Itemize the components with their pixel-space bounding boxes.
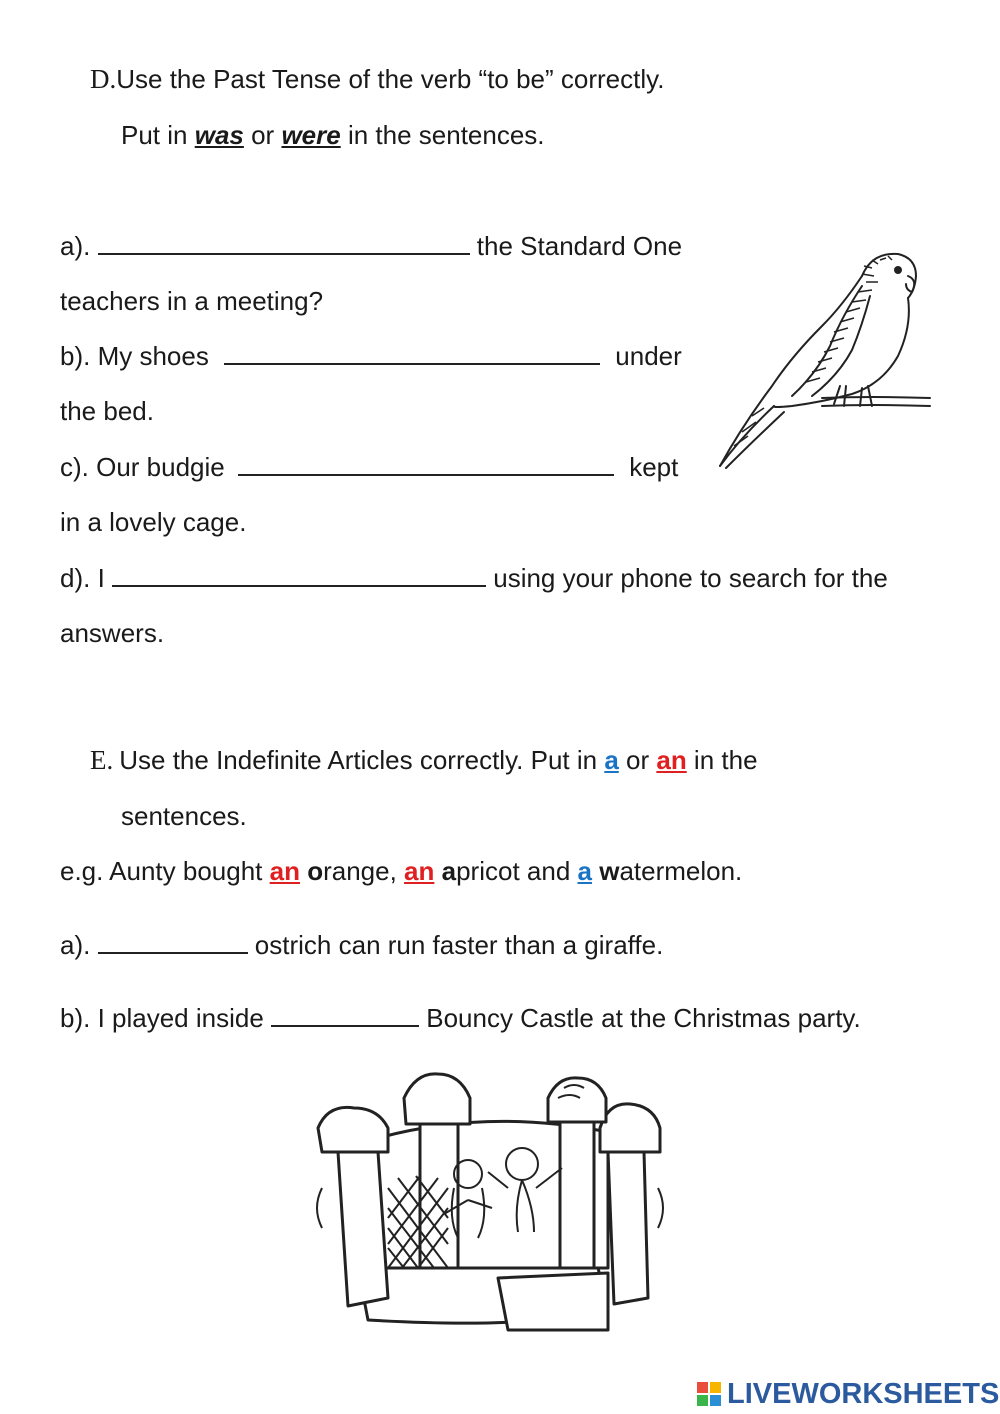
example-text: atermelon.: [619, 856, 743, 886]
instr-text: or: [243, 120, 282, 150]
item-label: d). I: [60, 563, 113, 593]
item-label: c). Our budgie: [60, 452, 232, 482]
answer-blank-d-a[interactable]: [98, 231, 470, 255]
example-article-an: an: [404, 856, 435, 886]
item-e-a: [60, 930, 663, 960]
item-d-a: [60, 231, 682, 261]
keyword-was: was: [194, 120, 244, 150]
title-text: Use the Indefinite Articles correctly. Put in: [119, 745, 605, 775]
example-article-an: an: [269, 856, 300, 886]
section-d-heading: [90, 64, 664, 94]
answer-blank-e-b[interactable]: [271, 1003, 419, 1027]
item-text: using your phone to search for the: [486, 563, 888, 593]
item-d-d: [60, 563, 888, 593]
item-e-b: [60, 1003, 861, 1033]
answer-blank-d-b[interactable]: [224, 341, 600, 365]
instr-text: Put in: [121, 120, 195, 150]
section-e-letter: E.: [90, 745, 114, 775]
item-label: b). My shoes: [60, 341, 217, 371]
section-d-title: Use the Past Tense of the verb “to be” correctly.: [116, 64, 665, 94]
item-label: a).: [60, 930, 98, 960]
example-letter: w: [599, 856, 620, 886]
answer-blank-d-d[interactable]: [112, 563, 486, 587]
keyword-were: were: [281, 120, 341, 150]
example-sentence: [60, 856, 742, 886]
example-letter: a: [441, 856, 457, 886]
bouncy-castle-illustration: [308, 1068, 676, 1340]
title-text: or: [618, 745, 657, 775]
section-d-instruction: [121, 120, 545, 150]
item-d-c-cont: in a lovely cage.: [60, 507, 247, 537]
item-text: the Standard One: [469, 231, 683, 261]
item-text: Bouncy Castle at the Christmas party.: [419, 1003, 861, 1033]
answer-blank-d-c[interactable]: [238, 452, 614, 476]
item-text: kept: [621, 452, 679, 482]
item-d-d-cont: answers.: [60, 618, 165, 648]
item-text: ostrich can run faster than a giraffe.: [247, 930, 664, 960]
item-d-c: [60, 452, 678, 482]
section-e-title-cont: sentences.: [121, 801, 247, 831]
item-label: a).: [60, 231, 98, 261]
item-text: under: [608, 341, 682, 371]
brand-name: LIVEWORKSHEETS: [727, 1377, 1000, 1410]
liveworksheets-logo-icon: [697, 1382, 721, 1406]
item-d-b: [60, 341, 682, 371]
title-text: in the: [686, 745, 758, 775]
item-label: b). I played inside: [60, 1003, 272, 1033]
instr-text: in the sentences.: [340, 120, 545, 150]
example-text: range,: [323, 856, 405, 886]
keyword-an: an: [656, 745, 687, 775]
liveworksheets-logo: [697, 1374, 999, 1414]
example-letter: o: [307, 856, 324, 886]
item-d-a-cont: teachers in a meeting?: [60, 286, 324, 316]
example-text: pricot and: [456, 856, 578, 886]
example-text: e.g. Aunty bought: [60, 856, 270, 886]
example-article-a: a: [577, 856, 592, 886]
section-d-letter: D.: [90, 64, 117, 94]
section-e-heading: [90, 745, 758, 775]
keyword-a: a: [604, 745, 619, 775]
answer-blank-e-a[interactable]: [98, 930, 248, 954]
item-d-b-cont: the bed.: [60, 396, 154, 426]
budgie-illustration: [712, 246, 932, 476]
